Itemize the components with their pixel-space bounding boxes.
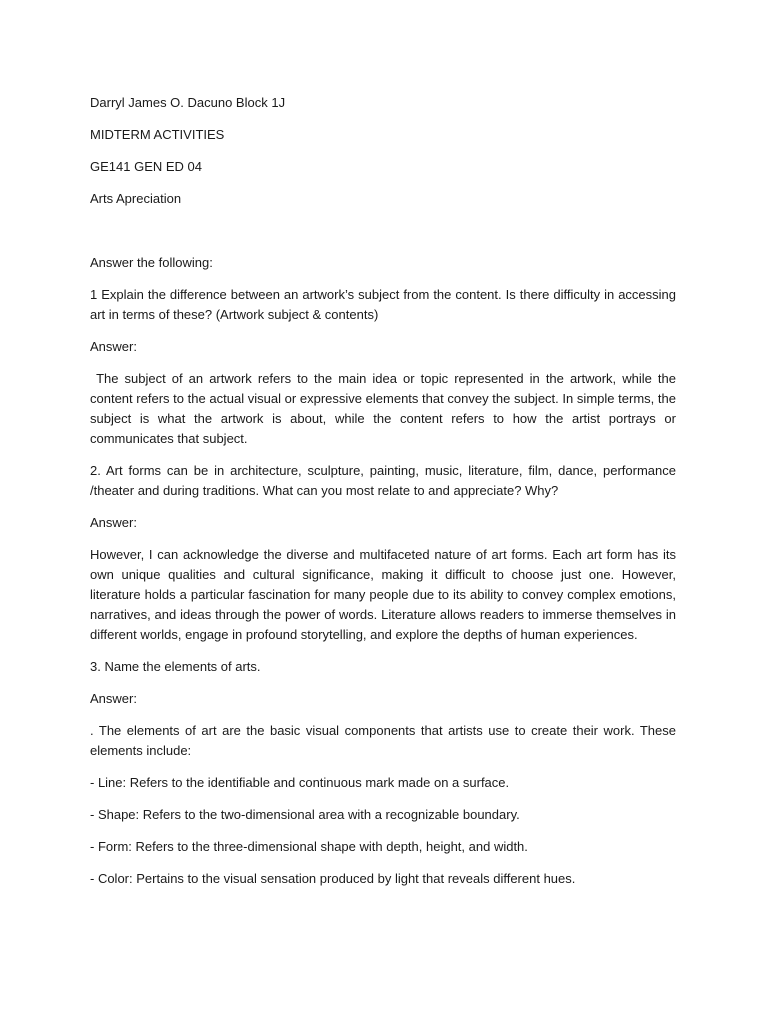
answer-label-1: Answer: — [90, 339, 137, 354]
answer-label-3: Answer: — [90, 691, 137, 706]
student-name-line: Darryl James O. Dacuno Block 1J — [90, 95, 286, 110]
question-3: 3. Name the elements of arts. — [90, 659, 261, 674]
course-code: GE141 GEN ED 04 — [90, 159, 202, 174]
element-item-shape: - Shape: Refers to the two-dimensional area with a recognizable boundary. — [90, 807, 520, 822]
question-1: 1 Explain the difference between an artwork’s subject from the content. Is there difficulty in accessing art in terms of these? (Artwork subject & contents) — [90, 287, 676, 322]
element-item-color: - Color: Pertains to the visual sensation produced by light that reveals different hues. — [90, 871, 576, 886]
answer-3-intro: . The elements of art are the basic visual components that artists use to create their work. These elements include: — [90, 723, 676, 758]
instructions: Answer the following: — [90, 255, 213, 270]
answer-2: However, I can acknowledge the diverse and multifaceted nature of art forms. Each art form has its own unique qualities and cultural significance, making it difficult to choose just one. However, literature holds a particular fascination for many people due to its ability to convey complex emotions, narratives, and ideas through the power of words. Literature allows readers to immerse themselves in different worlds, engage in profound storytelling, and explore the depths of human experiences. — [90, 547, 676, 642]
element-item-line: - Line: Refers to the identifiable and continuous mark made on a surface. — [90, 775, 510, 790]
question-2: 2. Art forms can be in architecture, sculpture, painting, music, literature, film, dance, performance /theater and during traditions. What can you most relate to and appreciate? Why? — [90, 463, 676, 498]
subject-title: Arts Apreciation — [90, 191, 182, 206]
document-page — [90, 93, 680, 901]
answer-1: The subject of an artwork refers to the main idea or topic represented in the artwork, while the content refers to the actual visual or expressive elements that convey the subject. In simple terms, the subject is what the artwork is about, while the content refers to how the artist portrays or communicates that subject. — [90, 371, 680, 446]
activity-title: MIDTERM ACTIVITIES — [90, 127, 225, 142]
answer-label-2: Answer: — [90, 515, 137, 530]
element-item-form: - Form: Refers to the three-dimensional shape with depth, height, and width. — [90, 839, 528, 854]
